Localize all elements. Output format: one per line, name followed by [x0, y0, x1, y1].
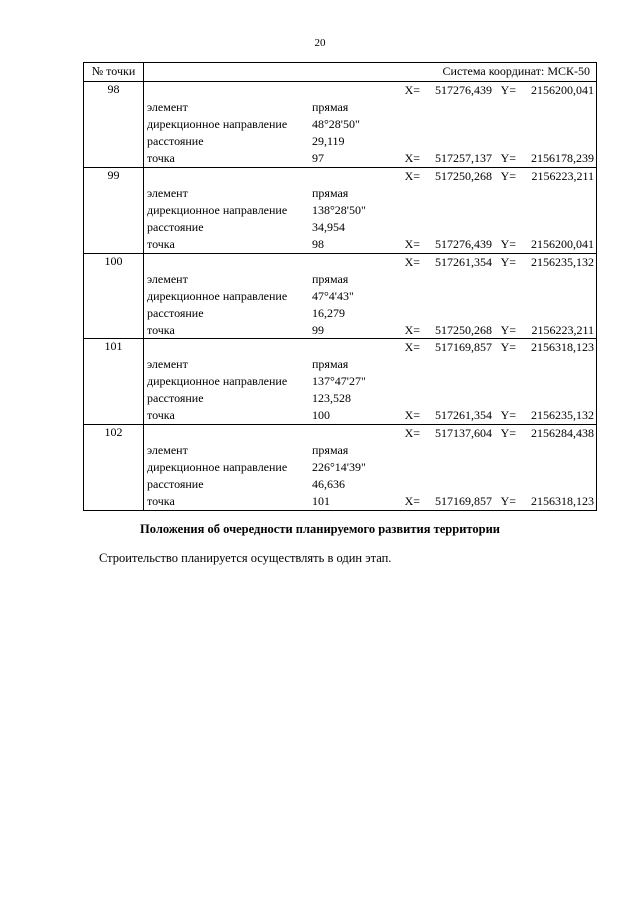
point-details — [144, 82, 596, 167]
direction-value: 48°28'50" — [312, 117, 360, 131]
x-label: X= — [404, 426, 420, 441]
distance-label: расстояние — [147, 134, 204, 148]
point-number: 99 — [84, 168, 144, 253]
header-point-number: № точки — [84, 63, 144, 81]
distance-value: 16,279 — [312, 305, 345, 320]
target-x-label: X= — [404, 151, 420, 165]
direction-label: дирекционное направление — [147, 374, 288, 389]
x-value: 517276,439 — [435, 83, 492, 97]
point-label: точка — [147, 236, 175, 251]
point-block — [84, 82, 596, 168]
direction-label: дирекционное направление — [147, 202, 288, 217]
direction-value: 47°4'43" — [312, 288, 354, 303]
y-label: Y= — [500, 168, 516, 183]
element-label: элемент — [147, 357, 188, 372]
y-value: 2156284,438 — [531, 426, 594, 441]
point-label: точка — [147, 151, 175, 165]
direction-label: дирекционное направление — [147, 117, 288, 131]
y-value: 2156318,123 — [531, 340, 594, 355]
distance-value: 123,528 — [312, 391, 351, 406]
point-block — [84, 339, 596, 425]
point-number: 101 — [84, 339, 144, 424]
element-value: прямая — [312, 271, 349, 286]
point-number: 98 — [84, 82, 144, 167]
target-point-value: 97 — [312, 151, 324, 165]
element-label: элемент — [147, 271, 188, 286]
direction-value: 138°28'50" — [312, 202, 366, 217]
point-blocks — [84, 82, 596, 510]
point-block — [84, 254, 596, 340]
point-details — [144, 425, 596, 510]
direction-value: 226°14'39" — [312, 460, 366, 475]
target-x-value: 517257,137 — [435, 151, 492, 165]
target-y-value: 2156223,211 — [531, 322, 594, 337]
table-header — [84, 63, 596, 82]
y-label: Y= — [500, 83, 516, 97]
direction-label: дирекционное направление — [147, 460, 288, 475]
point-details — [144, 254, 596, 339]
point-number: 102 — [84, 425, 144, 510]
target-x-value: 517169,857 — [435, 494, 492, 509]
y-value: 2156223,211 — [531, 168, 594, 183]
x-label: X= — [404, 168, 420, 183]
point-label: точка — [147, 494, 175, 509]
element-value: прямая — [312, 357, 349, 372]
element-value: прямая — [312, 443, 349, 458]
x-value: 517250,268 — [435, 168, 492, 183]
element-label: элемент — [147, 443, 188, 458]
element-value: прямая — [312, 185, 349, 200]
target-y-value: 2156200,041 — [531, 236, 594, 251]
element-label: элемент — [147, 100, 188, 114]
distance-label: расстояние — [147, 391, 204, 406]
target-point-value: 101 — [312, 494, 330, 509]
direction-label: дирекционное направление — [147, 288, 288, 303]
target-point-value: 99 — [312, 322, 324, 337]
point-label: точка — [147, 322, 175, 337]
x-value: 517261,354 — [435, 254, 492, 269]
target-y-label: Y= — [500, 236, 516, 251]
x-value: 517137,604 — [435, 426, 492, 441]
section-heading: Положения об очередности планируемого развития территории — [140, 522, 500, 536]
target-y-value: 2156178,239 — [531, 151, 594, 165]
target-x-value: 517276,439 — [435, 236, 492, 251]
y-label: Y= — [500, 254, 516, 269]
point-label: точка — [147, 408, 175, 423]
header-coordinate-system: Система координат: МСК-50 — [442, 64, 590, 78]
distance-value: 29,119 — [312, 134, 345, 148]
x-label: X= — [404, 254, 420, 269]
target-y-label: Y= — [500, 322, 516, 337]
target-y-label: Y= — [500, 151, 516, 165]
target-point-value: 100 — [312, 408, 330, 423]
y-label: Y= — [500, 340, 516, 355]
element-value: прямая — [312, 100, 349, 114]
distance-label: расстояние — [147, 305, 204, 320]
target-y-value: 2156318,123 — [531, 494, 594, 509]
point-block — [84, 168, 596, 254]
element-label: элемент — [147, 185, 188, 200]
target-y-label: Y= — [500, 494, 516, 509]
target-x-label: X= — [404, 408, 420, 423]
x-label: X= — [404, 83, 420, 97]
target-x-value: 517250,268 — [435, 322, 492, 337]
target-x-label: X= — [404, 494, 420, 509]
target-x-label: X= — [404, 236, 420, 251]
distance-value: 34,954 — [312, 219, 345, 234]
x-value: 517169,857 — [435, 340, 492, 355]
point-block — [84, 425, 596, 510]
coordinates-table — [83, 62, 597, 511]
distance-value: 46,636 — [312, 477, 345, 492]
point-number: 100 — [84, 254, 144, 339]
target-x-value: 517261,354 — [435, 408, 492, 423]
y-value: 2156235,132 — [531, 254, 594, 269]
y-value: 2156200,041 — [531, 83, 594, 97]
point-details — [144, 339, 596, 424]
target-x-label: X= — [404, 322, 420, 337]
target-y-value: 2156235,132 — [531, 408, 594, 423]
page-number: 20 — [314, 37, 326, 49]
distance-label: расстояние — [147, 219, 204, 234]
x-label: X= — [404, 340, 420, 355]
direction-value: 137°47'27" — [312, 374, 366, 389]
y-label: Y= — [500, 426, 516, 441]
distance-label: расстояние — [147, 477, 204, 492]
body-paragraph: Строительство планируется осуществлять в один этап. — [99, 551, 392, 565]
target-point-value: 98 — [312, 236, 324, 251]
target-y-label: Y= — [500, 408, 516, 423]
point-details — [144, 168, 596, 253]
